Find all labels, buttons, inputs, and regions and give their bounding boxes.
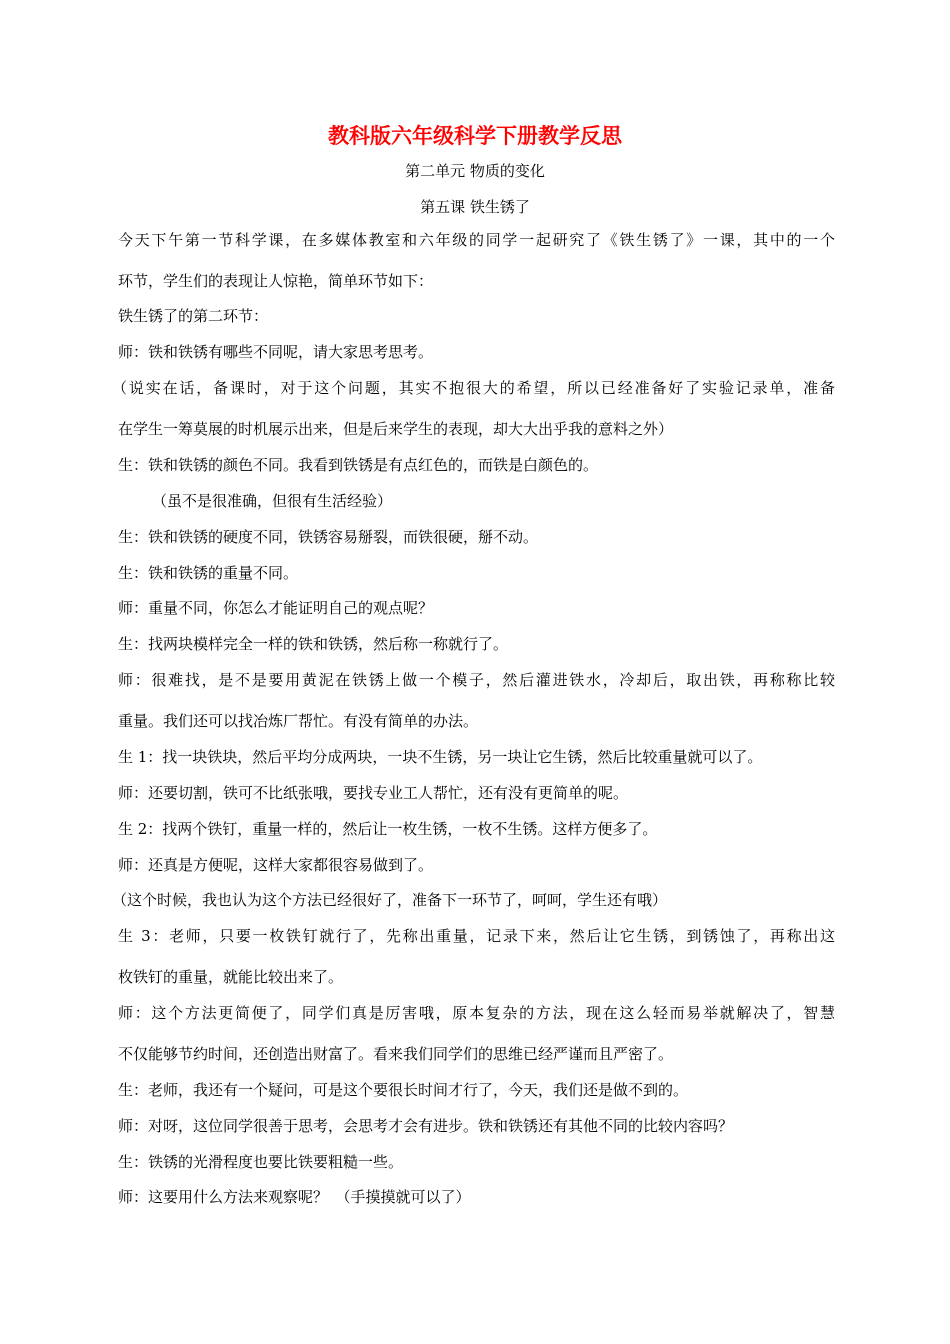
dialogue-line: 师：重量不同，你怎么才能证明自己的观点呢？ (118, 599, 434, 617)
dialogue-line: 生：铁和铁锈的重量不同。 (118, 564, 299, 582)
dialogue-line: 生：铁和铁锈的硬度不同，铁锈容易掰裂，而铁很硬，掰不动。 (118, 528, 539, 546)
lesson-heading: 第五课 铁生锈了 (420, 198, 530, 216)
dialogue-line: 生：铁和铁锈的颜色不同。我看到铁锈是有点红色的，而铁是白颜色的。 (118, 456, 599, 474)
paragraph-line: 铁生锈了的第二环节： (118, 307, 269, 325)
paragraph-line: 环节，学生们的表现让人惊艳，简单环节如下： (118, 272, 434, 290)
dialogue-line: 生：找两块模样完全一样的铁和铁锈，然后称一称就行了。 (118, 635, 509, 653)
note-line: （说实在话，备课时，对于这个问题，其实不抱很大的希望，所以已经准备好了实验记录单，准备 (112, 379, 835, 397)
dialogue-line: 生：铁锈的光滑程度也要比铁要粗糙一些。 (118, 1153, 404, 1171)
paragraph-line: 今天下午第一节科学课，在多媒体教室和六年级的同学一起研究了《铁生锈了》一课，其中的一个 (118, 231, 835, 249)
dialogue-line: 生 2：找两个铁钉，重量一样的，然后让一枚生锈，一枚不生锈。这样方便多了。 (118, 820, 658, 838)
note-line: （虽不是很准确，但很有生活经验） (152, 492, 393, 510)
note-line: 在学生一筹莫展的时机展示出来，但是后来学生的表现，却大大出乎我的意料之外） (118, 420, 674, 438)
dialogue-line: 重量。我们还可以找冶炼厂帮忙。有没有简单的办法。 (118, 712, 479, 730)
dialogue-line: 师：还真是方便呢，这样大家都很容易做到了。 (118, 856, 434, 874)
dialogue-line: 枚铁钉的重量，就能比较出来了。 (118, 968, 344, 986)
dialogue-line: 生 1：找一块铁块，然后平均分成两块，一块不生锈，另一块让它生锈，然后比较重量就可以了。 (118, 748, 763, 766)
dialogue-line: 生 3：老师，只要一枚铁钉就行了，先称出重量，记录下来，然后让它生锈，到锈蚀了，再称出这 (118, 927, 835, 945)
dialogue-line: 师：很难找，是不是要用黄泥在铁锈上做一个模子，然后灌进铁水，冷却后，取出铁，再称称比较 (118, 671, 835, 689)
dialogue-line: 师：还要切割，铁可不比纸张哦，要找专业工人帮忙，还有没有更简单的呢。 (118, 784, 629, 802)
dialogue-line: 生：老师，我还有一个疑问，可是这个要很长时间才行了，今天，我们还是做不到的。 (118, 1081, 689, 1099)
dialogue-line: 师：这个方法更简便了，同学们真是厉害哦，原本复杂的方法，现在这么轻而易举就解决了，智慧 (118, 1004, 835, 1022)
document-title: 教科版六年级科学下册教学反思 (328, 124, 622, 148)
dialogue-line: 不仅能够节约时间，还创造出财富了。看来我们同学们的思维已经严谨而且严密了。 (118, 1045, 674, 1063)
dialogue-line: 师：对呀，这位同学很善于思考，会思考才会有进步。铁和铁锈还有其他不同的比较内容吗？ (118, 1117, 734, 1135)
note-line: （这个时候，我也认为这个方法已经很好了，准备下一环节了，呵呵，学生还有哦） (112, 891, 668, 909)
unit-heading: 第二单元 物质的变化 (405, 162, 545, 180)
dialogue-line: 师：铁和铁锈有哪些不同呢，请大家思考思考。 (118, 343, 434, 361)
dialogue-line: 师：这要用什么方法来观察呢？ （手摸摸就可以了） (118, 1188, 471, 1206)
